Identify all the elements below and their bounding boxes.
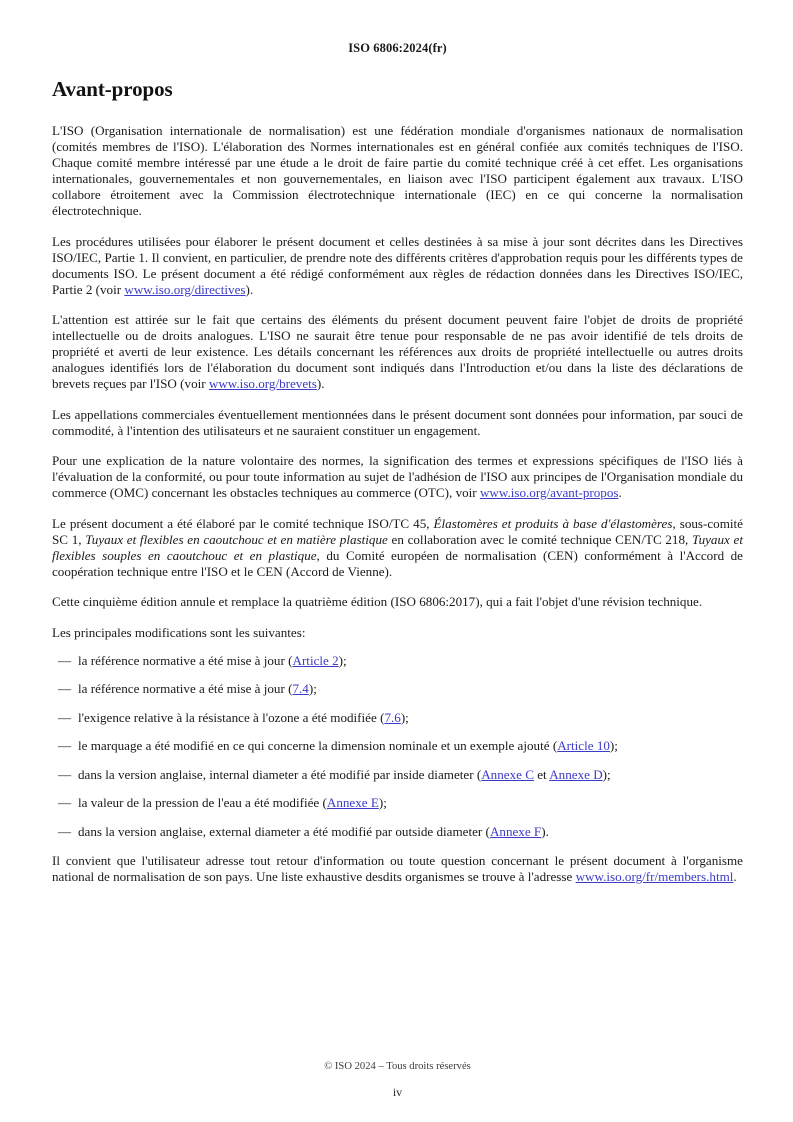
paragraph-procedures <box>52 234 743 298</box>
list-item-text-tail: ); <box>338 652 347 668</box>
list-item-text-tail: ); <box>400 709 409 725</box>
link-iso-avant-propos[interactable]: www.iso.org/avant-propos <box>479 485 619 501</box>
paragraph-text-tail: . <box>618 485 622 501</box>
xref-link[interactable]: 7.4 <box>292 681 309 697</box>
paragraph-text: Pour une explication de la nature volontaire des normes, la signification des termes et expressions spécifiques de l'ISO liés à l'évaluation de la conformité, ou pour toute information au sujet de l'adhésion de l'ISO aux principes de l'Organisation mondiale du commerce (OMC) concernant les obstacles techniques au commerce (OTC), voir <box>52 453 743 501</box>
list-item-text-tail: ); <box>609 738 618 754</box>
committee-name-tc45: Élastomères et produits à base d'élastomères <box>433 515 673 531</box>
xref-link[interactable]: 7.6 <box>384 709 401 725</box>
em-dash-bullet-icon: — <box>58 766 72 782</box>
list-item <box>52 795 743 811</box>
paragraph-text: en collaboration avec le comité technique CEN/TC 218, <box>387 531 693 547</box>
paragraph-text-tail: ). <box>245 281 254 297</box>
em-dash-bullet-icon: — <box>58 681 72 697</box>
list-item-text-tail: ); <box>602 766 611 782</box>
committee-name-sc1: Tuyaux et flexibles en caoutchouc et en matière plastique <box>85 531 388 547</box>
changes-list <box>52 653 743 840</box>
paragraph-wto-tbt <box>52 453 743 501</box>
link-iso-brevets[interactable]: www.iso.org/brevets <box>208 376 317 392</box>
list-item-text-mid: et <box>533 766 550 782</box>
list-item-text: la référence normative a été mise à jour ( <box>78 652 293 668</box>
em-dash-bullet-icon: — <box>58 795 72 811</box>
paragraph-text-tail: . <box>733 868 737 884</box>
copyright-notice: © ISO 2024 – Tous droits réservés <box>324 1061 471 1072</box>
em-dash-bullet-icon: — <box>58 738 72 754</box>
list-item-text: dans la version anglaise, internal diameter a été modifié par inside diameter ( <box>78 766 482 782</box>
link-iso-directives[interactable]: www.iso.org/directives <box>124 281 246 297</box>
list-item-text: l'exigence relative à la résistance à l'ozone a été modifiée ( <box>78 709 385 725</box>
paragraph-patent-rights <box>52 312 743 392</box>
paragraph-text-tail: du Comité européen de normalisation (CEN) conformément à l'Accord de coopération technique entre l'ISO et le CEN (Accord de Vienne). <box>52 547 743 579</box>
paragraph-feedback <box>52 853 743 885</box>
paragraph-committee <box>52 516 743 580</box>
xref-link[interactable]: Article 2 <box>292 652 339 668</box>
paragraph-text: , sous-comité SC 1, <box>52 515 743 547</box>
paragraph-iso-description <box>52 123 743 219</box>
page-number: iv <box>392 1085 403 1099</box>
page-title: Avant-propos <box>52 77 173 101</box>
link-iso-members[interactable]: www.iso.org/fr/members.html <box>575 868 734 884</box>
list-item-text: dans la version anglaise, external diameter a été modifié par outside diameter ( <box>78 823 490 839</box>
em-dash-bullet-icon: — <box>58 652 72 668</box>
list-item-text: le marquage a été modifié en ce qui concerne la dimension nominale et un exemple ajouté ( <box>78 738 558 754</box>
list-item <box>52 738 743 754</box>
page-content <box>52 78 743 899</box>
list-item <box>52 710 743 726</box>
changes-lead-in: Les principales modifications sont les suivantes: <box>52 624 306 640</box>
xref-link[interactable]: Article 10 <box>557 738 610 754</box>
em-dash-bullet-icon: — <box>58 709 72 725</box>
page-footer <box>52 1060 743 1074</box>
xref-link-secondary[interactable]: Annexe D <box>549 766 603 782</box>
paragraph-text: L'attention est attirée sur le fait que certains des éléments du présent document peuvent faire l'objet de droits de propriété intellectuelle ou de droits analogues. L'ISO ne saurait être tenue pour responsable de ne pas avoir identifié de tels droits de propriété et averti de leur existence. Les détails concernant les références aux droits de propriété intellectuelle ou autres droits analogues identifiés lors de l'élaboration du document sont indiqués dans l'Introduction et/ou dans la liste des déclarations de brevets reçues par l'ISO (voir <box>52 312 743 392</box>
list-item-text-tail: ); <box>308 681 317 697</box>
paragraph-text: Cette cinquième édition annule et remplace la quatrième édition (ISO 6806:2017), qui a fait l'objet d'une révision technique. <box>52 594 703 610</box>
paragraph-text: Il convient que l'utilisateur adresse tout retour d'information ou toute question concernant le présent document à l'organisme national de normalisation de son pays. Une liste exhaustive desdits organismes se trouve à l'adresse <box>52 852 743 884</box>
paragraph-text: Les appellations commerciales éventuellement mentionnées dans le présent document sont données pour information, par souci de commodité, à l'intention des utilisateurs et ne sauraient constituer un engagement. <box>52 406 743 438</box>
paragraph-text: L'ISO (Organisation internationale de normalisation) est une fédération mondiale d'organismes nationaux de normalisation (comités membres de l'ISO). L'élaboration des Normes internationales est en général confiée aux comités techniques de l'ISO. Chaque comité membre intéressé par une étude a le droit de faire partie du comité technique créé à cet effet. Les organisations internationales, gouvernementales et non gouvernementales, en liaison avec l'ISO participent également aux travaux. L'ISO collabore étroitement avec la Commission électrotechnique internationale (IEC) en ce qui concerne la normalisation électrotechnique. <box>52 123 743 219</box>
list-item <box>52 824 743 840</box>
paragraph-trade-names <box>52 407 743 439</box>
list-item-text-tail: ). <box>541 823 549 839</box>
paragraph-text: Le présent document a été élaboré par le comité technique ISO/TC 45, <box>52 515 434 531</box>
list-item <box>52 681 743 697</box>
xref-link[interactable]: Annexe F <box>489 823 542 839</box>
list-item <box>52 653 743 669</box>
paragraph-text-tail: ). <box>316 376 325 392</box>
list-item <box>52 767 743 783</box>
xref-link[interactable]: Annexe C <box>481 766 534 782</box>
committee-name-cen-tc218: Tuyaux et flexibles souples en caoutchouc et en plastique, <box>52 531 743 563</box>
list-item-text: la valeur de la pression de l'eau a été modifiée ( <box>78 795 327 811</box>
paragraph-edition <box>52 594 743 610</box>
running-head: ISO 6806:2024(fr) <box>348 41 447 55</box>
list-item-text: la référence normative a été mise à jour ( <box>78 681 293 697</box>
list-item-text-tail: ); <box>378 795 387 811</box>
em-dash-bullet-icon: — <box>58 823 72 839</box>
paragraph-text: Les procédures utilisées pour élaborer le présent document et celles destinées à sa mise à jour sont décrites dans les Directives ISO/IEC, Partie 1. Il convient, en particulier, de prendre note des différents critères d'approbation requis pour les différents types de documents ISO. Le présent document a été rédigé conformément aux règles de rédaction données dans les Directives ISO/IEC, Partie 2 (voir <box>52 233 743 297</box>
xref-link[interactable]: Annexe E <box>326 795 379 811</box>
